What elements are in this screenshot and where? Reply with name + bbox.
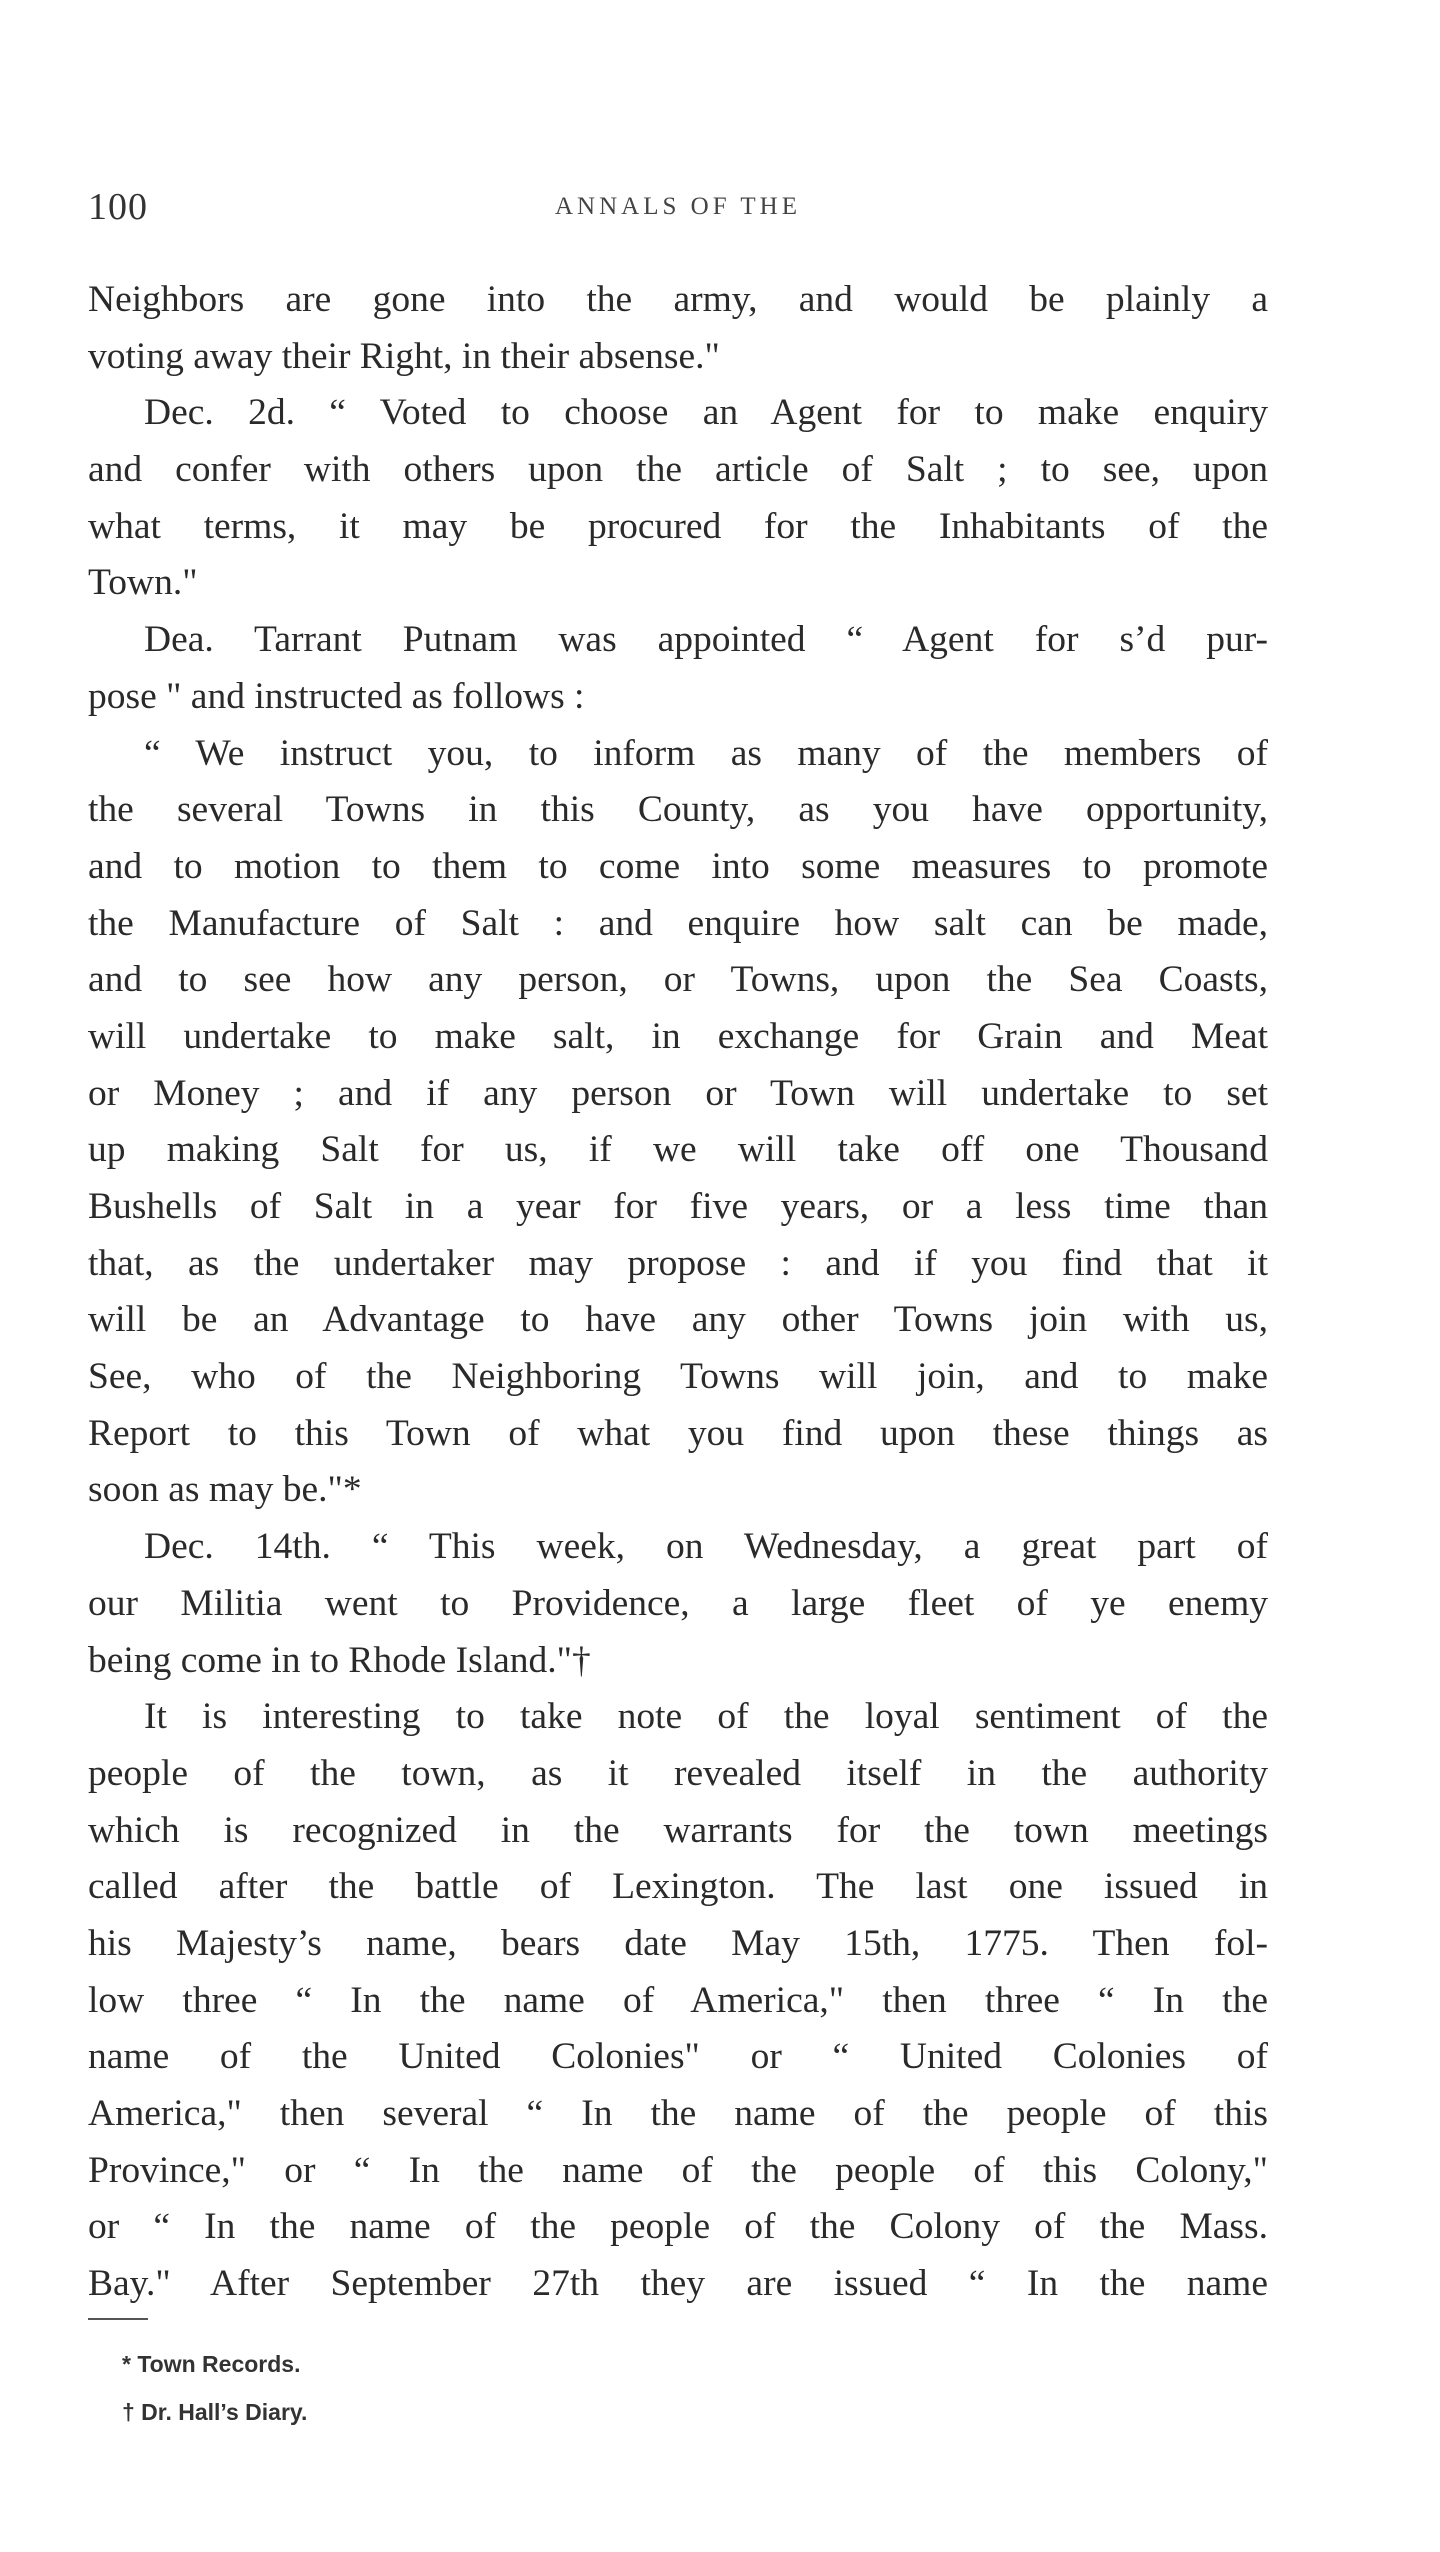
text-line: Bay." After September 27th they are issued “ In the name (88, 2263, 1268, 2305)
text-line: It is interesting to take note of the loyal sentiment of the (144, 1696, 1268, 1738)
text-line: being come in to Rhode Island."† (88, 1639, 591, 1681)
footnotes (88, 2340, 1268, 2436)
text-line: our Militia went to Providence, a large fleet of ye enemy (88, 1582, 1268, 1624)
text-line: Neighbors are gone into the army, and would be plainly a (88, 279, 1268, 320)
running-head: ANNALS OF THE (555, 193, 801, 220)
text-line: or Money ; and if any person or Town will undertake to set (88, 1072, 1268, 1114)
footnote-town-records: * Town Records. (122, 2351, 301, 2377)
text-line: Bushells of Salt in a year for five years, or a less time than (88, 1186, 1268, 1227)
text-line: Dec. 2d. “ Voted to choose an Agent for to make enquiry (144, 392, 1268, 434)
text-line: will undertake to make salt, in exchange for Grain and Meat (88, 1015, 1268, 1057)
text-line: people of the town, as it revealed itself in the authority (88, 1752, 1268, 1794)
footnote-halls-diary: † Dr. Hall’s Diary. (122, 2399, 308, 2425)
text-line: name of the United Colonies" or “ United Colonies of (88, 2036, 1268, 2078)
text-line: and to see how any person, or Towns, upon the Sea Coasts, (88, 959, 1268, 1001)
text-line: Province," or “ In the name of the people of this Colony," (88, 2149, 1268, 2191)
page-header (88, 185, 1268, 235)
text-line: pose " and instructed as follows : (88, 675, 585, 717)
text-line: the several Towns in this County, as you have opportunity, (88, 789, 1268, 831)
body-text (88, 272, 1268, 2313)
text-line: Dec. 14th. “ This week, on Wednesday, a great part of (144, 1526, 1268, 1568)
text-line: what terms, it may be procured for the Inhabitants of the (88, 505, 1268, 547)
text-line: and confer with others upon the article of Salt ; to see, upon (88, 449, 1268, 491)
text-line: or “ In the name of the people of the Colony of the Mass. (88, 2206, 1268, 2248)
footnote-divider (88, 2318, 148, 2320)
text-line: “ We instruct you, to inform as many of the members of (144, 732, 1268, 774)
text-line: up making Salt for us, if we will take off one Thousand (88, 1129, 1268, 1171)
text-line: voting away their Right, in their absense." (88, 335, 720, 377)
page-number: 100 (88, 186, 148, 228)
text-line: that, as the undertaker may propose : and if you find that it (88, 1242, 1268, 1284)
text-line: Report to this Town of what you find upon these things as (88, 1412, 1268, 1454)
text-line: America," then several “ In the name of the people of this (88, 2093, 1268, 2134)
text-line: soon as may be."* (88, 1469, 362, 1511)
text-line: called after the battle of Lexington. The last one issued in (88, 1866, 1268, 1908)
text-line: Dea. Tarrant Putnam was appointed “ Agent for s’d pur- (144, 619, 1268, 661)
text-line: See, who of the Neighboring Towns will join, and to make (88, 1356, 1268, 1398)
text-line: will be an Advantage to have any other Towns join with us, (88, 1299, 1268, 1341)
text-line: low three “ In the name of America," then three “ In the (88, 1979, 1268, 2021)
text-line: which is recognized in the warrants for the town meetings (88, 1809, 1268, 1851)
text-line: Town." (88, 562, 198, 604)
text-line: and to motion to them to come into some measures to promote (88, 845, 1268, 887)
text-line: the Manufacture of Salt : and enquire how salt can be made, (88, 902, 1268, 944)
text-line: his Majesty’s name, bears date May 15th, 1775. Then fol- (88, 1922, 1268, 1964)
